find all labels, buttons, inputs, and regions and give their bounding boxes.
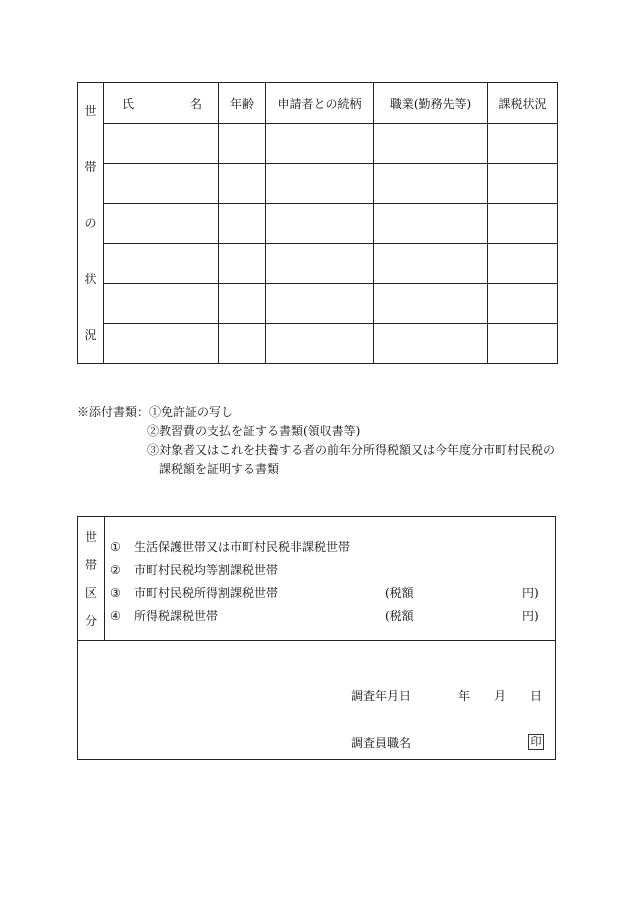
attachment-item: 課税額を証明する書類 [159, 462, 280, 476]
job-cell[interactable] [374, 324, 488, 364]
attachment-item: ③対象者又はこれを扶養する者の前年分所得税額又は今年度分市町村民税の [147, 443, 556, 457]
name-cell[interactable] [104, 204, 219, 244]
category-option-3[interactable]: ③ 市町村民税所得割課税世帯 [110, 586, 279, 600]
attachment-item: ①免許証の写し [149, 405, 234, 419]
job-cell[interactable] [374, 244, 488, 284]
header-age: 年齢 [219, 83, 266, 124]
side-char: 況 [84, 328, 97, 342]
header-name: 氏 名 [104, 83, 219, 124]
attachment-prefix: ※添付書類： [77, 405, 150, 419]
attachment-item: ②教習費の支払を証する書類(領収書等) [147, 424, 361, 438]
side-char: 分 [84, 614, 97, 628]
relation-cell[interactable] [266, 244, 374, 284]
category-option-1[interactable]: ① 生活保護世帯又は市町村民税非課税世帯 [110, 540, 351, 554]
age-cell[interactable] [219, 124, 266, 164]
survey-date-label: 調査年月日 [351, 689, 412, 703]
category-side-label [78, 517, 105, 640]
table-row [78, 164, 558, 204]
year-label: 年 [458, 689, 471, 703]
age-cell[interactable] [219, 164, 266, 204]
table-row [78, 324, 558, 364]
relation-cell[interactable] [266, 204, 374, 244]
name-cell[interactable] [104, 124, 219, 164]
category-option-2[interactable]: ② 市町村民税均等割課税世帯 [110, 563, 279, 577]
household-category-section [78, 517, 555, 641]
table-row [78, 124, 558, 164]
table-row [78, 284, 558, 324]
job-cell[interactable] [374, 284, 488, 324]
job-cell[interactable] [374, 164, 488, 204]
tax-amount-open: (税額 [385, 609, 414, 623]
tax-amount-close: 円) [522, 609, 539, 623]
side-char: 区 [84, 586, 97, 600]
age-cell[interactable] [219, 204, 266, 244]
side-char: 帯 [84, 160, 97, 174]
table-header-row [78, 83, 558, 124]
category-survey-box [77, 516, 556, 760]
attachment-notes [77, 403, 555, 479]
name-cell[interactable] [104, 164, 219, 204]
side-char: 状 [84, 272, 97, 286]
relation-cell[interactable] [266, 284, 374, 324]
tax-cell[interactable] [488, 164, 558, 204]
table-row [78, 204, 558, 244]
surveyor-title-label: 調査員職名 [351, 736, 412, 750]
header-tax: 課税状況 [488, 83, 558, 124]
tax-amount-open: (税額 [385, 586, 414, 600]
relation-cell[interactable] [266, 164, 374, 204]
tax-amount-close: 円) [522, 586, 539, 600]
age-cell[interactable] [219, 284, 266, 324]
tax-cell[interactable] [488, 284, 558, 324]
side-char: 世 [84, 104, 97, 118]
job-cell[interactable] [374, 124, 488, 164]
age-cell[interactable] [219, 324, 266, 364]
attachment-line [77, 403, 555, 422]
seal-mark: 印 [528, 734, 544, 750]
job-cell[interactable] [374, 204, 488, 244]
header-relation: 申請者との続柄 [266, 83, 374, 124]
tax-cell[interactable] [488, 124, 558, 164]
month-label: 月 [494, 689, 507, 703]
name-cell[interactable] [104, 284, 219, 324]
name-cell[interactable] [104, 244, 219, 284]
side-char: の [84, 216, 97, 230]
tax-cell[interactable] [488, 244, 558, 284]
side-char: 世 [84, 530, 97, 544]
day-label: 日 [530, 689, 543, 703]
name-cell[interactable] [104, 324, 219, 364]
relation-cell[interactable] [266, 324, 374, 364]
header-job: 職業(勤務先等) [374, 83, 488, 124]
household-status-table [77, 82, 558, 364]
household-side-label [78, 83, 104, 364]
tax-cell[interactable] [488, 204, 558, 244]
tax-cell[interactable] [488, 324, 558, 364]
age-cell[interactable] [219, 244, 266, 284]
side-char: 帯 [84, 558, 97, 572]
table-row [78, 244, 558, 284]
category-option-4[interactable]: ④ 所得税課税世帯 [110, 609, 219, 623]
relation-cell[interactable] [266, 124, 374, 164]
